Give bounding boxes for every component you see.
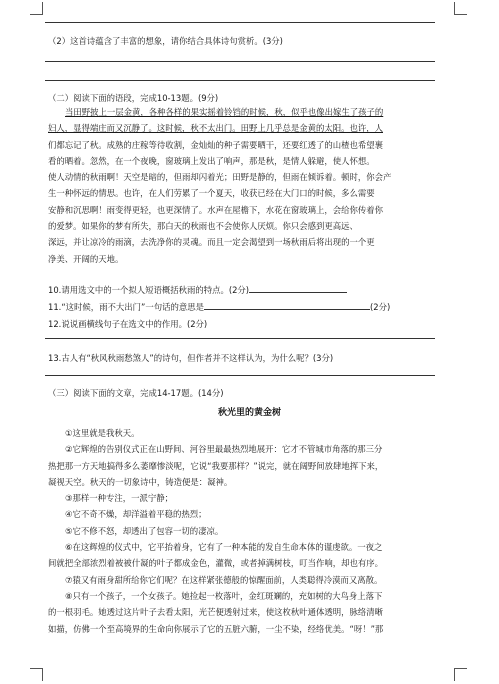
q11-text: 11.“这时候，雨不大出门”一句话的意思是 <box>48 302 204 312</box>
article-line: ⑧只有一个孩子，一个女孩子。她捡起一枚落叶，金红斑斓的，充如树的大鸟身上落下 <box>65 590 383 601</box>
answer-line <box>45 61 435 62</box>
corner-mark-top-left <box>30 2 43 15</box>
article-line: ③那样一种专注，一派宁静； <box>65 493 174 504</box>
article-line: ⑥在这辉煌的仪式中，它平抬着身，它有了一种本能的发自生命本体的谨虔欲。一夜之 <box>65 542 383 553</box>
section2-heading: （二）阅读下面的语段，完成10-13题。(9分) <box>48 93 219 103</box>
passage-line: 当田野披上一层金黄，各种各样的果实摇着铃铛的时候，秋，似乎也像出嫁生了孩子的 <box>65 107 384 117</box>
corner-mark-top-right <box>454 2 467 15</box>
q11-answer-blank[interactable] <box>204 300 370 310</box>
article-line: 如描，仿佛一个至高境界的生命向你展示了它的五脏六腑，一尘不染，经络优美。“呀！”那 <box>48 623 384 634</box>
article-line: ⑦猿又有雨身甜所给你它们呢？在这样紧张德般的惊醒面前，人类聪得冷漠而又离散。 <box>65 574 383 585</box>
passage-line: 的爱梦。如果你的梦有所失，那白天的秋雨也不会使你人厌烦。你只会感到更高远、 <box>48 221 358 232</box>
q10-text: 10.请用选文中的一个拟人短语概括秋雨的特点。(2分) <box>48 285 250 295</box>
answer-line <box>45 338 435 339</box>
article-line: ①这里就是我秋天。 <box>65 428 140 438</box>
article-line: 的一根羽毛。她透过这片叶子去看太阳，光芒便透射过来，使这枚秋叶通体透明，脉络清晰 <box>48 607 383 618</box>
question-q13: 13.古人有“秋风秋雨愁煞人”的诗句，但作者并不这样认为，为什么呢？(3分) <box>48 353 334 363</box>
article-line: ⑤它不修不怒，却透出了包容一切的凄凉。 <box>65 525 224 536</box>
answer-line <box>45 375 435 376</box>
section2-passage <box>48 104 440 267</box>
passage-line: 们都忘记了秋。成熟的庄稼等待收割，金灿灿的种子需要晒干，还要红透了的山楂也希望裹 <box>48 139 383 150</box>
question-q1: （2）这首诗蕴含了丰富的想象，请你结合具体诗句赏析。(3分) <box>48 36 283 46</box>
article-line: ④它不奇不燥，却洋溢着平稳的热烈； <box>65 509 207 520</box>
passage-line: 妇人，显得端庄而又沉静了。这时候，秋不太出门。田野上几乎总是金黄的太阳。也许，人 <box>48 123 383 134</box>
passage-line: 深远，并让凉冷的雨滴，去洗净你的灵魂。而且一定会渴望到一场秋雨后将出现的一个更 <box>48 237 375 248</box>
article-line: ②它辉煌的告别仪式正在山野间、河谷里最最热烈地展开：它才不管城市角落的那三分 <box>65 444 383 455</box>
article-line: 间就把全部浓烈着被被什凝的叶子都成金色，灌微，或者掉满树枝，叮当作响，却也有序。 <box>48 558 383 569</box>
article-line: 热把那一方天地搞得多么萎靡惨淡呢，它说“我要那样？”说完，就在阔野间放肆地挥下来， <box>48 460 384 471</box>
answer-line <box>45 22 435 23</box>
passage-line: 看的晒着。忽然，在一个夜晚，窗玻璃上发出了响声，那是秋，是情人躲避，使人怀想。 <box>48 155 375 166</box>
question-q10 <box>48 282 440 299</box>
passage-line: 生一种怀远的情思。也许，在人们劳累了一个夏天，收获已经在大门口的时候，多么需要 <box>48 188 375 199</box>
question-q12: 12.说说画横线句子在选文中的作用。(2分) <box>48 319 208 329</box>
corner-mark-bottom-right <box>454 668 467 681</box>
answer-line <box>45 80 435 81</box>
article-line: 凝视天空。秋天的一切象诗中，铸造便是：凝神。 <box>48 476 233 487</box>
passage-line: 净美、开阔的天地。 <box>48 253 124 264</box>
passage-line: 安静和沉思啊！雨变得更轻，也更深情了。水声在屋檐下，水花在窗玻璃上，会给你传着你 <box>48 204 383 215</box>
section3-article <box>48 425 440 637</box>
q11-score: (2分) <box>370 302 391 312</box>
q10-answer-blank[interactable] <box>249 283 347 293</box>
corner-mark-bottom-left <box>30 668 43 681</box>
passage-line: 使人动情的秋雨啊！天空是暗的，但雨却闪着光；田野是静的，但雨在倾诉着。顿时，你会产 <box>48 172 392 183</box>
section3-heading: （三）阅读下面的文章，完成14-17题。(14分) <box>48 388 224 398</box>
question-q11 <box>48 299 440 316</box>
article-title: 秋光里的黄金树 <box>217 408 281 418</box>
